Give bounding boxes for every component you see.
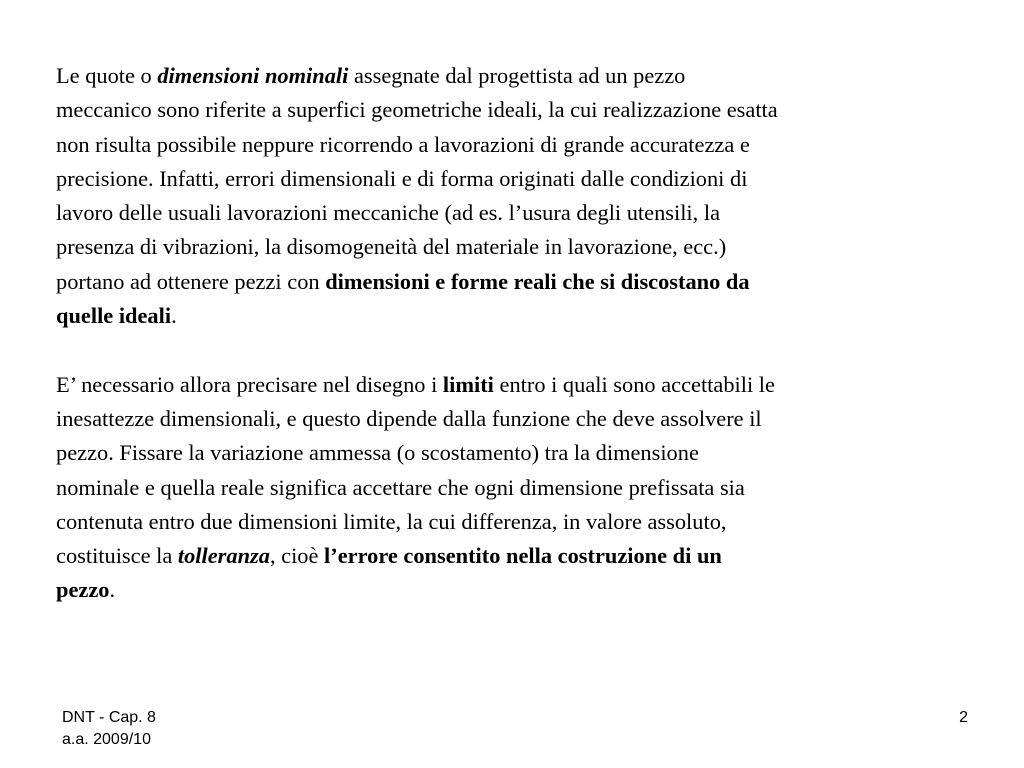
paragraph-2-line-6 [56,539,986,573]
emphasis-pezzo: pezzo [56,577,110,603]
text: E’ necessario allora precisare nel disegno i [56,371,443,397]
paragraph-2-line-1 [56,368,986,402]
term-tolleranza: tolleranza [177,543,270,569]
emphasis-errore-consentito: l’errore consentito nella costruzione di un [324,543,722,569]
paragraph-2-line-4: nominale e quella reale significa accettare che ogni dimensione prefissata sia [56,474,745,500]
page-number: 2 [959,709,968,726]
paragraph-1-line-8 [56,299,986,333]
paragraph-1-line-2: meccanico sono riferite a superfici geometriche ideali, la cui realizzazione esatta [56,97,778,123]
footer-year: a.a. 2009/10 [62,731,151,748]
paragraph-2-line-3: pezzo. Fissare la variazione ammessa (o scostamento) tra la dimensione [56,440,699,466]
paragraph-1-line-7 [56,265,986,299]
text: , cioè [269,543,325,569]
paragraph-gap [56,333,986,367]
footer-course: DNT - Cap. 8 [62,709,156,726]
text: assegnate dal progettista ad un pezzo [348,63,686,88]
footer-course-info [62,707,156,751]
text: costituisce la [56,543,178,569]
paragraph-2-line-7 [56,573,986,607]
paragraph-1-line-3: non risulta possibile neppure ricorrendo a lavorazioni di grande accuratezza e [56,131,750,157]
term-dimensioni-nominali: dimensioni nominali [157,63,349,88]
emphasis-dimensioni-reali: dimensioni e forme reali che si discostano da [325,268,750,294]
paragraph-2-line-5: contenuta entro due dimensioni limite, la cui differenza, in valore assoluto, [56,508,727,534]
paragraph-1-line-4: precisione. Infatti, errori dimensionali e di forma originati dalle condizioni di [56,165,748,191]
text: portano ad ottenere pezzi con [56,268,326,294]
text: . [109,577,116,603]
emphasis-limiti: limiti [442,371,494,397]
text: entro i quali sono accettabili le [493,371,775,397]
text: Le quote o [56,63,158,88]
text: . [171,303,177,329]
paragraph-2-line-2: inesattezze dimensionali, e questo dipende dalla funzione che deve assolvere il [56,405,762,431]
slide-body [56,59,986,608]
paragraph-1-line-6: presenza di vibrazioni, la disomogeneità del materiale in lavorazione, ecc.) [56,234,727,260]
paragraph-1-line-1 [56,59,986,93]
paragraph-1-line-5: lavoro delle usuali lavorazioni meccaniche (ad es. l’usura degli utensili, la [56,200,721,226]
emphasis-quelle-ideali: quelle ideali [56,303,172,329]
